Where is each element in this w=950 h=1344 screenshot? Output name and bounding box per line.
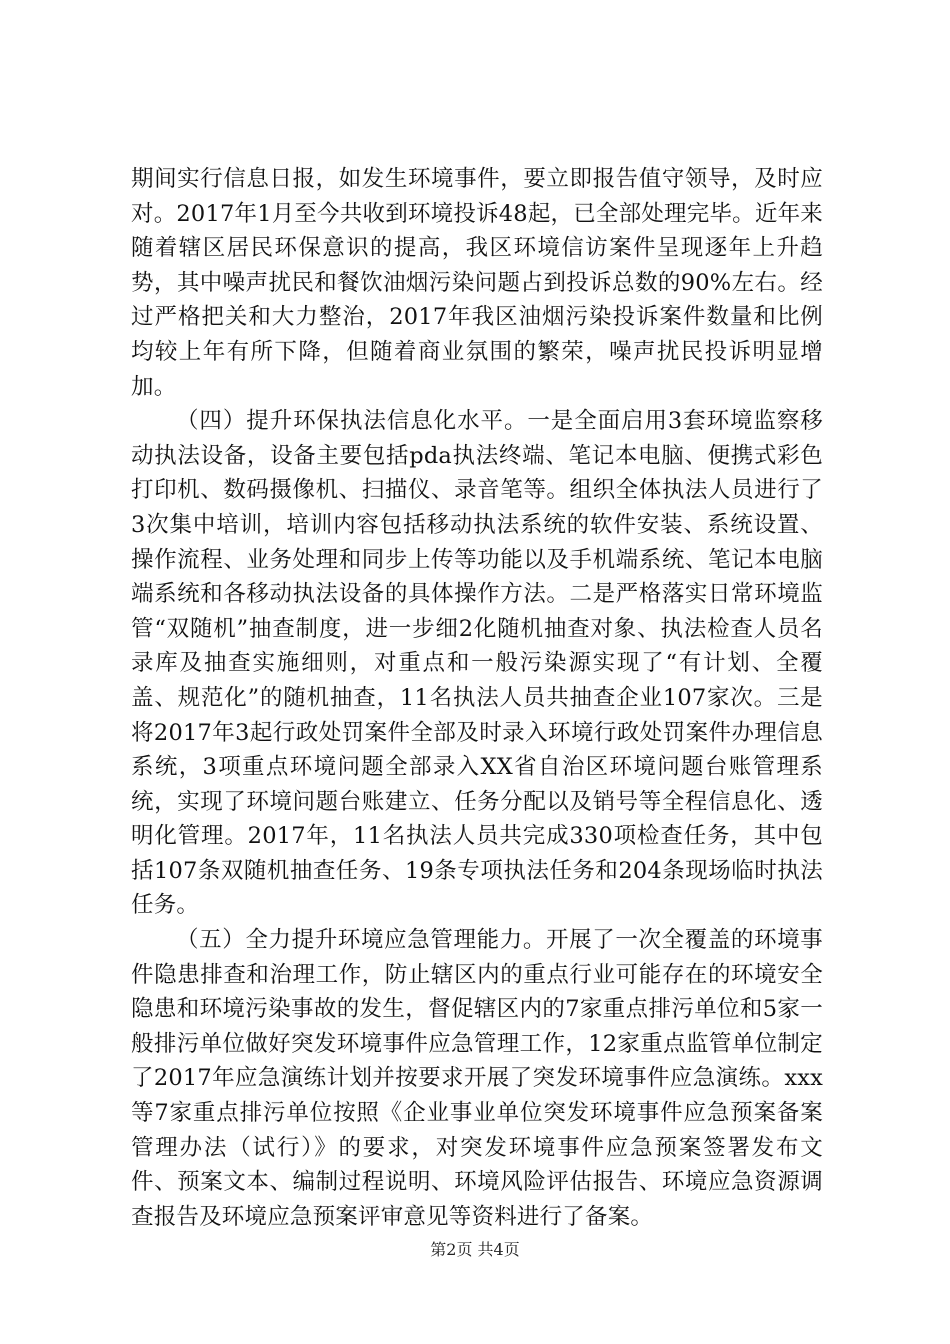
paragraph-law-enforcement-informatization: （四）提升环保执法信息化水平。一是全面启用3套环境监察移动执法设备，设备主要包括pda执法终端、笔记本电脑、便携式彩色打印机、数码摄像机、扫描仪、录音笔等。组织全体执法人员进行了3次集中培训，培训内容包括移动执法系统的软件安装、系统设置、操作流程、业务处理和同步上传等功能以及手机端系统、笔记本电脑端系统和各移动执法设备的具体操作方法。二是严格落实日常环境监管“双随机”抽查制度，进一步细2化随机抽查对象、执法检查人员名录库及抽查实施细则，对重点和一般污染源实现了“有计划、全覆盖、规范化”的随机抽查，11名执法人员共抽查企业107家次。三是将2017年3起行政处罚案件全部及时录入环境行政处罚案件办理信息系统，3项重点环境问题全部录入XX省自治区环境问题台账管理系统，实现了环境问题台账建立、任务分配以及销号等全程信息化、透明化管理。2017年，11名执法人员共完成330项检查任务，其中包括107条双随机抽查任务、19条专项执法任务和204条现场临时执法任务。: [131, 408, 823, 919]
paragraph-environment-complaints: 期间实行信息日报，如发生环境事件，要立即报告值守领导，及时应对。2017年1月至今共收到环境投诉48起，已全部处理完毕。近年来随着辖区居民环保意识的提高，我区环境信访案件呈现逐年上升趋势，其中噪声扰民和餐饮油烟污染问题占到投诉总数的90%左右。经过严格把关和大力整治，2017年我区油烟污染投诉案件数量和比例均较上年有所下降，但随着商业氛围的繁荣，噪声扰民投诉明显增加。: [131, 166, 823, 400]
paragraph-emergency-management: （五）全力提升环境应急管理能力。开展了一次全覆盖的环境事件隐患排查和治理工作，防止辖区内的重点行业可能存在的环境安全隐患和环境污染事故的发生，督促辖区内的7家重点排污单位和5家一般排污单位做好突发环境事件应急管理工作，12家重点监管单位制定了2017年应急演练计划并按要求开展了突发环境事件应急演练。xxx等7家重点排污单位按照《企业事业单位突发环境事件应急预案备案管理办法（试行）》的要求，对突发环境事件应急预案签署发布文件、预案文本、编制过程说明、环境风险评估报告、环境应急资源调查报告及环境应急预案评审意见等资料进行了备案。: [131, 927, 823, 1230]
document-body: [131, 162, 823, 1234]
page-number-footer: 第2页 共4页: [430, 1240, 520, 1259]
